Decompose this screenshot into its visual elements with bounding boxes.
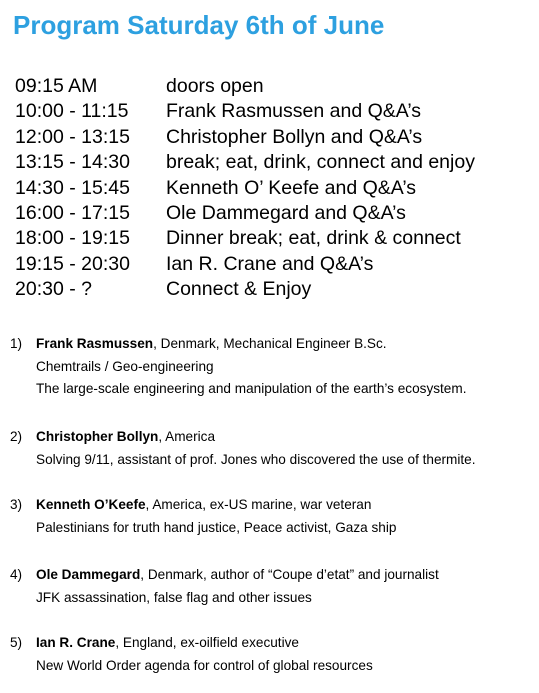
speaker-number: 3) (10, 497, 23, 512)
speaker-info: , America, ex-US marine, war veteran (145, 497, 372, 512)
speaker-item (10, 494, 535, 539)
schedule-row (15, 201, 475, 226)
schedule-time: 19:15 - 20:30 (15, 252, 130, 275)
schedule-time: 14:30 - 15:45 (15, 176, 130, 199)
schedule-time: 16:00 - 17:15 (15, 201, 130, 224)
speaker-heading (10, 632, 535, 655)
schedule-row (15, 99, 475, 124)
schedule-row (15, 252, 475, 277)
schedule-event: Christopher Bollyn and Q&A’s (166, 125, 423, 148)
schedule-event: break; eat, drink, connect and enjoy (166, 151, 475, 174)
schedule-row (15, 125, 475, 150)
schedule-time: 20:30 - ? (15, 278, 92, 301)
speaker-number: 4) (10, 567, 23, 582)
schedule-time: 18:00 - 19:15 (15, 227, 130, 250)
schedule-event: Kenneth O’ Keefe and Q&A’s (166, 176, 417, 199)
speaker-item (10, 333, 535, 401)
speaker-name: Ian R. Crane (36, 635, 116, 650)
speaker-info: , America (158, 429, 216, 444)
schedule-event: Dinner break; eat, drink & connect (166, 227, 461, 250)
schedule-event: Frank Rasmussen and Q&A’s (166, 100, 422, 123)
speaker-heading (10, 494, 535, 517)
speaker-info: , Denmark, author of “Coupe d’etat” and journalist (140, 567, 439, 582)
speaker-heading (10, 426, 535, 449)
speaker-topic: Chemtrails / Geo-engineering (36, 358, 214, 374)
schedule-event: Connect & Enjoy (166, 278, 312, 301)
speaker-description: The large-scale engineering and manipulation of the earth’s ecosystem. (36, 381, 467, 396)
schedule-row (15, 226, 475, 251)
speaker-topic: Palestinians for truth hand justice, Peace activist, Gaza ship (36, 519, 397, 535)
schedule-time: 10:00 - 11:15 (15, 100, 129, 123)
schedule-row (15, 277, 475, 302)
speaker-topic: Solving 9/11, assistant of prof. Jones who discovered the use of thermite. (36, 451, 476, 467)
speaker-number: 2) (10, 429, 23, 444)
speaker-name: Kenneth O’Keefe (36, 497, 146, 512)
speaker-heading (10, 564, 535, 587)
speaker-item (10, 564, 535, 609)
speaker-number: 5) (10, 635, 23, 650)
schedule-time: 09:15 AM (15, 75, 98, 97)
schedule-time: 12:00 - 13:15 (15, 125, 130, 148)
speaker-info: , England, ex-oilfield executive (115, 635, 299, 650)
schedule-list (15, 74, 475, 303)
schedule-row (15, 176, 475, 201)
schedule-time: 13:15 - 14:30 (15, 151, 130, 174)
speaker-name: Christopher Bollyn (36, 429, 159, 444)
speaker-item (10, 632, 535, 677)
speaker-name: Frank Rasmussen (36, 336, 154, 351)
speaker-topic: JFK assassination, false flag and other issues (36, 589, 312, 605)
speaker-info: , Denmark, Mechanical Engineer B.Sc. (153, 336, 387, 351)
schedule-row (15, 74, 475, 99)
schedule-event: Ian R. Crane and Q&A’s (166, 252, 374, 275)
schedule-row (15, 150, 475, 175)
page-title: Program Saturday 6th of June (13, 10, 385, 40)
schedule-event: Ole Dammegard and Q&A’s (166, 201, 406, 224)
speaker-name: Ole Dammegard (36, 567, 141, 582)
speaker-number: 1) (10, 336, 23, 351)
schedule-event: doors open (166, 75, 264, 97)
speaker-item (10, 426, 535, 471)
speaker-heading (10, 333, 535, 356)
speaker-topic: New World Order agenda for control of global resources (36, 657, 373, 673)
